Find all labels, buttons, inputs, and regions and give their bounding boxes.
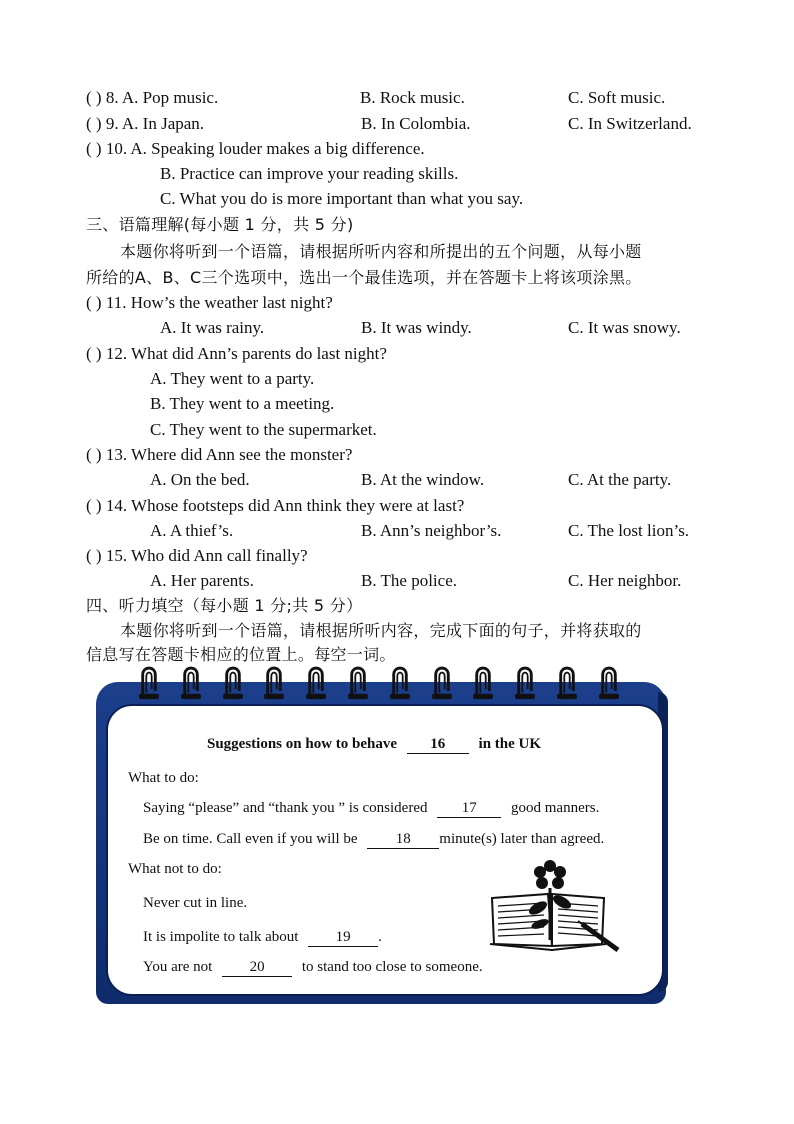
question-12 (86, 344, 387, 364)
option-a: 9. A. In Japan. (105, 114, 205, 133)
option-a: 8. A. Pop music. (105, 88, 219, 107)
suggestion-3: Never cut in line. (143, 895, 248, 911)
section-3-instruction: 本题你将听到一个语篇，请根据所听内容和所提出的五个问题，从每小题 (120, 242, 642, 261)
question-stem: 12. What did Ann’s parents do last night? (105, 344, 387, 363)
option-b: B. At the window. (361, 470, 485, 489)
suggestion-1: Saying “please” and “thank you ” is considered 17 good manners. (143, 800, 600, 816)
answer-paren: ( ) (86, 496, 102, 515)
question-11 (86, 293, 333, 313)
option-c: C. What you do is more important than what you say. (160, 189, 524, 208)
question-15 (86, 546, 308, 566)
spiral-ring-icon (136, 664, 162, 700)
option-b: B. In Colombia. (361, 114, 471, 133)
option-c: C. It was snowy. (568, 318, 681, 337)
blank-16[interactable]: 16 (407, 736, 469, 754)
blank-17[interactable]: 17 (437, 800, 501, 818)
question-14 (86, 496, 464, 516)
option-c: C. They went to the supermarket. (150, 420, 377, 439)
suggestion-2: Be on time. Call even if you will be 18 minute(s) later than agreed. (143, 831, 605, 847)
question-stem: 15. Who did Ann call finally? (105, 546, 308, 565)
spiral-ring-icon (470, 664, 496, 700)
answer-paren: ( ) (86, 344, 102, 363)
suggestion-5: You are not 20 to stand too close to someone. (143, 959, 483, 975)
spiral-ring-icon (345, 664, 371, 700)
question-13 (86, 445, 352, 465)
answer-paren: ( ) (86, 88, 102, 107)
section-4-title: 四、听力填空（每小题 1 分;共 5 分） (86, 596, 363, 615)
option-a: 10. A. Speaking louder makes a big difference. (105, 139, 425, 158)
spiral-ring-icon (429, 664, 455, 700)
section-3-title: 三、语篇理解(每小题 1 分，共 5 分) (86, 215, 354, 234)
question-stem: 13. Where did Ann see the monster? (105, 445, 353, 464)
question-stem: 11. How’s the weather last night? (105, 293, 333, 312)
spiral-ring-icon (178, 664, 204, 700)
spiral-ring-icon (387, 664, 413, 700)
option-c: C. At the party. (568, 470, 672, 489)
suggestion-4: It is impolite to talk about 19 . (143, 929, 382, 945)
card-title: Suggestions on how to behave 16 in the UK (207, 736, 542, 752)
option-c: C. In Switzerland. (568, 114, 692, 133)
option-a: A. They went to a party. (150, 369, 315, 388)
spiral-ring-icon (220, 664, 246, 700)
section-3-instruction-cont: 所给的A、B、C三个选项中，选出一个最佳选项，并在答题卡上将该项涂黑。 (86, 268, 642, 287)
question-stem: 14. Whose footsteps did Ann think they were at last? (105, 496, 465, 515)
question-9 (86, 114, 204, 134)
question-8 (86, 88, 218, 108)
option-a: A. A thief’s. (150, 521, 234, 540)
answer-paren: ( ) (86, 139, 102, 158)
option-c: C. Soft music. (568, 88, 666, 107)
spiral-ring-icon (303, 664, 329, 700)
option-c: C. The lost lion’s. (568, 521, 690, 540)
option-c: C. Her neighbor. (568, 571, 682, 590)
option-a: A. Her parents. (150, 571, 254, 590)
section-4-instruction: 本题你将听到一个语篇，请根据所听内容，完成下面的句子，并将获取的 (120, 621, 642, 640)
what-to-do-heading: What to do: (128, 770, 199, 786)
book-flower-illustration (486, 858, 626, 954)
answer-paren: ( ) (86, 114, 102, 133)
answer-paren: ( ) (86, 546, 102, 565)
question-10 (86, 139, 425, 159)
option-b: B. They went to a meeting. (150, 394, 335, 413)
section-4-instruction-cont: 信息写在答题卡相应的位置上。每空一词。 (86, 645, 396, 664)
option-b: B. The police. (361, 571, 457, 590)
option-b: B. It was windy. (361, 318, 472, 337)
option-b: B. Practice can improve your reading skills. (160, 164, 459, 183)
spiral-ring-icon (261, 664, 287, 700)
option-a: A. It was rainy. (160, 318, 265, 337)
what-not-to-do-heading: What not to do: (128, 861, 222, 877)
option-b: B. Rock music. (360, 88, 465, 107)
blank-18[interactable]: 18 (367, 831, 439, 849)
answer-paren: ( ) (86, 293, 102, 312)
answer-paren: ( ) (86, 445, 102, 464)
blank-19[interactable]: 19 (308, 929, 378, 947)
spiral-ring-icon (554, 664, 580, 700)
blank-20[interactable]: 20 (222, 959, 292, 977)
option-b: B. Ann’s neighbor’s. (361, 521, 502, 540)
spiral-ring-icon (596, 664, 622, 700)
option-a: A. On the bed. (150, 470, 250, 489)
spiral-ring-icon (512, 664, 538, 700)
